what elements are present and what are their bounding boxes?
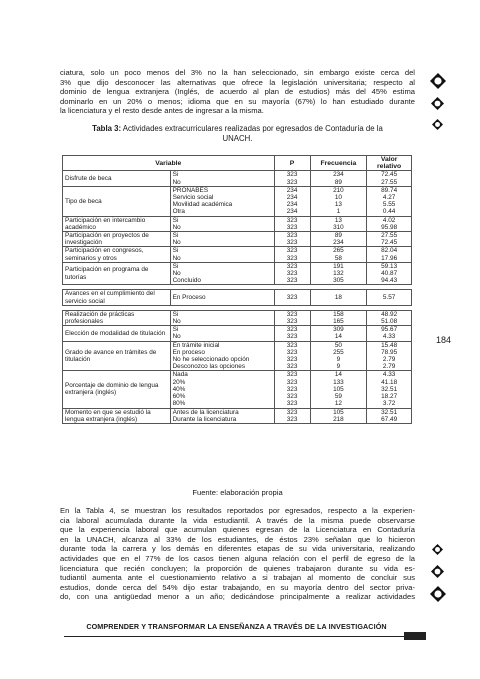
frequency-cell (310, 262, 367, 285)
cell-value: Si (172, 232, 179, 240)
frequency-cell (310, 408, 367, 423)
relative-cell (367, 171, 412, 186)
cell-value: 67.49 (381, 415, 398, 423)
cell-value: Concluido (172, 277, 201, 285)
cell-value: Si (172, 262, 179, 270)
table-row (63, 341, 412, 371)
cell-value: 13 (334, 201, 342, 209)
text-line: dominio de lengua extranjera (Inglés, de acuerdo al plan de estudios) más del 45% estima (60, 87, 415, 97)
diamond-ornament-icon (430, 73, 446, 89)
table-row (63, 171, 412, 186)
option-cell (170, 408, 274, 423)
cell-value: 323 (286, 363, 298, 371)
text-line: la licenciatura y el resto desde antes de ingresar a la misma. (60, 106, 264, 116)
cell-value: 165 (333, 318, 344, 326)
cell-value: 60% (172, 393, 186, 401)
cell-value: 323 (286, 385, 298, 393)
cell-value: PRONABES (172, 186, 209, 194)
relative-cell (367, 310, 412, 325)
table-row (63, 216, 412, 231)
cell-value: 265 (333, 247, 344, 255)
cell-value: 4.02 (382, 216, 396, 224)
cell-value: 40% (172, 385, 186, 393)
text-line: durante toda la carrera y los demás en diferentes etapas de su vida universitaria, realizando (60, 544, 415, 554)
text-line: do, con una antigüedad menor a un año; dedicándose principalmente a realizar actividades (60, 592, 415, 602)
p-cell (274, 326, 310, 341)
cell-value: 59.13 (381, 262, 398, 270)
data-table (62, 155, 412, 424)
frequency-cell (310, 247, 367, 262)
p-cell (274, 310, 310, 325)
cell-value: 15.48 (381, 341, 398, 349)
table-caption (60, 124, 415, 144)
cell-value: Otra (172, 208, 185, 216)
diamond-ornament-icon (430, 586, 446, 602)
cell-value: 40.87 (381, 270, 398, 278)
p-cell (274, 247, 310, 262)
cell-value: 18 (334, 294, 342, 302)
cell-value: 18.27 (381, 393, 398, 401)
cell-value: 59 (334, 393, 342, 401)
table-row (63, 262, 412, 285)
cell-value: 82.04 (381, 247, 398, 255)
variable-cell: Avances en el cumplimiento del servicio social (63, 290, 171, 305)
cell-value: 323 (286, 400, 298, 408)
cell-value: 305 (333, 277, 344, 285)
text-line: En la Tabla 4, se muestran los resultados reportados por egresados, respecto a la experien- (60, 506, 415, 515)
cell-value: 20% (172, 378, 186, 386)
cell-value: 9 (336, 363, 341, 371)
cell-value: 32.51 (381, 408, 398, 416)
relative-cell (367, 290, 412, 305)
cell-value: 323 (286, 348, 298, 356)
table-body (63, 171, 412, 424)
cell-value: 5.57 (382, 294, 396, 302)
relative-cell (367, 408, 412, 423)
variable-cell: Momento en que se estudió la lengua extranjera (inglés) (63, 408, 171, 423)
cell-value: 41.18 (381, 378, 398, 386)
cell-value: 4.33 (382, 371, 396, 379)
cell-value: No (172, 223, 181, 231)
cell-value: 323 (286, 239, 298, 247)
diamond-ornament-icon (431, 565, 444, 578)
p-cell (274, 408, 310, 423)
cell-value: 323 (286, 326, 298, 334)
cell-value: 58 (334, 254, 342, 262)
cell-value: Si (172, 216, 179, 224)
cell-value: 323 (286, 277, 298, 285)
relative-cell (367, 247, 412, 262)
diamond-ornament-icon (432, 119, 443, 130)
cell-value: 10 (334, 194, 342, 202)
cell-value: 5.55 (382, 201, 396, 209)
table-row (63, 326, 412, 341)
cell-value: 255 (333, 348, 344, 356)
variable-cell: Participación en intercambio académico (63, 216, 171, 231)
variable-cell: Tipo de beca (63, 186, 171, 216)
table-caption-text: UNACH. (222, 134, 253, 143)
frequency-cell (310, 310, 367, 325)
diamond-ornament-icon (431, 97, 444, 110)
cell-value: 323 (286, 247, 298, 255)
header-frecuencia: Frecuencia (310, 156, 367, 171)
cell-value: 323 (286, 393, 298, 401)
option-cell (170, 186, 274, 216)
variable-cell: Participación en proyectos de investigación (63, 232, 171, 247)
cell-value: En Proceso (172, 294, 206, 302)
cell-value: 17.96 (381, 254, 398, 262)
cell-value: 323 (286, 216, 298, 224)
variable-cell: Grado de avance en trámites de titulación (63, 341, 171, 371)
cell-value: 323 (286, 356, 298, 364)
cell-value: 218 (333, 415, 344, 423)
cell-value: 323 (286, 408, 298, 416)
cell-value: 12 (334, 400, 342, 408)
p-cell (274, 262, 310, 285)
relative-cell (367, 371, 412, 408)
cell-value: 2.79 (382, 356, 396, 364)
relative-cell (367, 262, 412, 285)
variable-cell: Disfrute de beca (63, 171, 171, 186)
relative-cell (367, 186, 412, 216)
option-cell (170, 290, 274, 305)
relative-cell (367, 216, 412, 231)
cell-value: No (172, 254, 181, 262)
diamond-ornament-icon (432, 544, 443, 555)
variable-cell: Porcentaje de dominio de lengua extranjera (inglés) (63, 371, 171, 408)
text-line: estudios, donde cerca del 54% dijo estar trabajando, en su mayoría dentro del sector priva- (60, 582, 415, 592)
cell-value: Durante la licenciatura (172, 415, 237, 423)
cell-value: 310 (333, 223, 344, 231)
cell-value: Servicio social (172, 194, 214, 202)
cell-value: 27.55 (381, 178, 398, 186)
relative-cell (367, 341, 412, 371)
header-p: P (274, 156, 310, 171)
text-line: 3% que dijo desconocer las alternativas que ofrece la legislación universitaria; respecto al (60, 77, 415, 87)
table-row (63, 408, 412, 423)
cell-value: 234 (286, 208, 298, 216)
cell-value: 80% (172, 400, 186, 408)
cell-value: Antes de la licenciatura (172, 408, 239, 416)
cell-value: 0.44 (382, 208, 396, 216)
table-caption-text: Actividades extracurriculares realizadas por egresados de Contaduría de la (122, 124, 383, 133)
p-cell (274, 232, 310, 247)
p-cell (274, 371, 310, 408)
option-cell (170, 341, 274, 371)
frequency-cell (310, 232, 367, 247)
table-caption-label: Tabla 3: (92, 124, 122, 133)
option-cell (170, 232, 274, 247)
cell-value: 50 (334, 341, 342, 349)
frequency-cell (310, 216, 367, 231)
cell-value: 51.08 (381, 318, 398, 326)
cell-value: No (172, 239, 181, 247)
cell-value: 89 (334, 178, 342, 186)
frequency-cell (310, 290, 367, 305)
text-line: licenciatura que recién concluyen; la proporción de quienes trabajaron durante su vida es- (60, 563, 415, 573)
cell-value: En trámite inicial (172, 341, 220, 349)
cell-value: En proceso (172, 348, 205, 356)
cell-value: 105 (333, 408, 344, 416)
option-cell (170, 247, 274, 262)
variable-cell: Participación en programa de tutorías (63, 262, 171, 285)
cell-value: No (172, 333, 181, 341)
cell-value: Nada (172, 371, 188, 379)
frequency-cell (310, 371, 367, 408)
cell-value: 72.45 (381, 171, 398, 179)
cell-value: 323 (286, 262, 298, 270)
cell-value: 323 (286, 371, 298, 379)
cell-value: 323 (286, 232, 298, 240)
relative-cell (367, 326, 412, 341)
cell-value: 323 (286, 341, 298, 349)
p-cell (274, 290, 310, 305)
frequency-cell (310, 341, 367, 371)
cell-value: 323 (286, 171, 298, 179)
cell-value: 95.98 (381, 223, 398, 231)
cell-value: 234 (286, 186, 298, 194)
cell-value: No (172, 178, 181, 186)
cell-value: Si (172, 326, 179, 334)
variable-cell: Participación en congresos, seminarios y otros (63, 247, 171, 262)
variable-cell: Elección de modalidad de titulación (63, 326, 171, 341)
table-row (63, 186, 412, 216)
table-source: Fuente: elaboración propia (192, 488, 283, 497)
table-header-row (63, 156, 412, 171)
cell-value: Movilidad académica (172, 201, 233, 209)
cell-value: 105 (333, 385, 344, 393)
table-row (63, 247, 412, 262)
option-cell (170, 262, 274, 285)
text-line: en la UNACH, alcanza al 33% de los estudiantes, de éstos 23% señalan que lo hicieron (60, 534, 415, 544)
text-line: dominarlo en un 20% o menos; idioma que en su mayoría (67%) lo han estudiado durante (60, 96, 415, 106)
cell-value: Si (172, 310, 179, 318)
running-footer: COMPRENDER Y TRANSFORMAR LA ENSEÑANZA A TRAVÉS DE LA INVESTIGACIÓN (86, 622, 387, 631)
cell-value: 133 (333, 378, 344, 386)
variable-cell: Realización de prácticas profesionales (63, 310, 171, 325)
cell-value: 13 (334, 216, 342, 224)
cell-value: 323 (286, 294, 298, 302)
cell-value: 234 (333, 239, 344, 247)
cell-value: 32.51 (381, 385, 398, 393)
cell-value: 323 (286, 310, 298, 318)
cell-value: 4.33 (382, 333, 396, 341)
option-cell (170, 310, 274, 325)
table-row (63, 290, 412, 305)
footer-tab (404, 632, 426, 640)
cell-value: 323 (286, 178, 298, 186)
cell-value: 4.27 (382, 194, 396, 202)
p-cell (274, 171, 310, 186)
cell-value: 234 (333, 171, 344, 179)
table-row (63, 232, 412, 247)
cell-value: No (172, 318, 181, 326)
cell-value: 94.43 (381, 277, 398, 285)
cell-value: 323 (286, 378, 298, 386)
header-valor: Valor relativo (367, 156, 412, 171)
cell-value: 191 (333, 262, 344, 270)
cell-value: 323 (286, 254, 298, 262)
cell-value: 210 (333, 186, 344, 194)
option-cell (170, 371, 274, 408)
table-row (63, 310, 412, 325)
p-cell (274, 341, 310, 371)
cell-value: Desconozco las opciones (172, 363, 246, 371)
cell-value: 323 (286, 223, 298, 231)
text-line: cia laboral acumulada durante la vida estudiantil. A través de la misma puede observarse (60, 515, 415, 525)
frequency-cell (310, 326, 367, 341)
cell-value: Si (172, 171, 179, 179)
cell-value: No (172, 270, 181, 278)
cell-value: No he seleccionado opción (172, 356, 250, 364)
cell-value: 309 (333, 326, 344, 334)
option-cell (170, 216, 274, 231)
page-number: 184 (436, 335, 452, 345)
frequency-cell (310, 186, 367, 216)
relative-cell (367, 232, 412, 247)
cell-value: 158 (333, 310, 344, 318)
cell-value: 89.74 (381, 186, 398, 194)
cell-value: 72.45 (381, 239, 398, 247)
header-variable: Variable (63, 156, 275, 171)
p-cell (274, 216, 310, 231)
cell-value: 95.67 (381, 326, 398, 334)
cell-value: 9 (336, 356, 341, 364)
option-cell (170, 326, 274, 341)
cell-value: 27.55 (381, 232, 398, 240)
cell-value: 48.92 (381, 310, 398, 318)
cell-value: 234 (286, 201, 298, 209)
cell-value: 323 (286, 333, 298, 341)
frequency-cell (310, 171, 367, 186)
text-line: actividades que en el 77% de los casos tienen alguna relación con el perfil de egreso de la (60, 553, 415, 563)
text-line: ciatura, solo un poco menos del 3% no la han seleccionado, sin embargo existe cerca del (60, 68, 415, 77)
cell-value: Si (172, 247, 179, 255)
paragraph-bottom (60, 506, 415, 602)
cell-value: 1 (336, 208, 341, 216)
cell-value: 323 (286, 318, 298, 326)
cell-value: 323 (286, 415, 298, 423)
footer-rule (64, 636, 409, 637)
p-cell (274, 186, 310, 216)
paragraph-top (60, 68, 415, 116)
cell-value: 234 (286, 194, 298, 202)
cell-value: 14 (334, 333, 342, 341)
text-line: que la experiencia laboral que acumulan quienes egresan de la Licenciatura en Contaduría (60, 525, 415, 535)
cell-value: 89 (334, 232, 342, 240)
cell-value: 14 (334, 371, 342, 379)
cell-value: 323 (286, 270, 298, 278)
text-line: tudiantil aumenta ante el cuestionamiento relativo a si trabajan al momento de concluir sus (60, 573, 415, 583)
table-row (63, 371, 412, 408)
cell-value: 3.72 (382, 400, 396, 408)
option-cell (170, 171, 274, 186)
cell-value: 132 (333, 270, 344, 278)
cell-value: 78.95 (381, 348, 398, 356)
cell-value: 2.79 (382, 363, 396, 371)
